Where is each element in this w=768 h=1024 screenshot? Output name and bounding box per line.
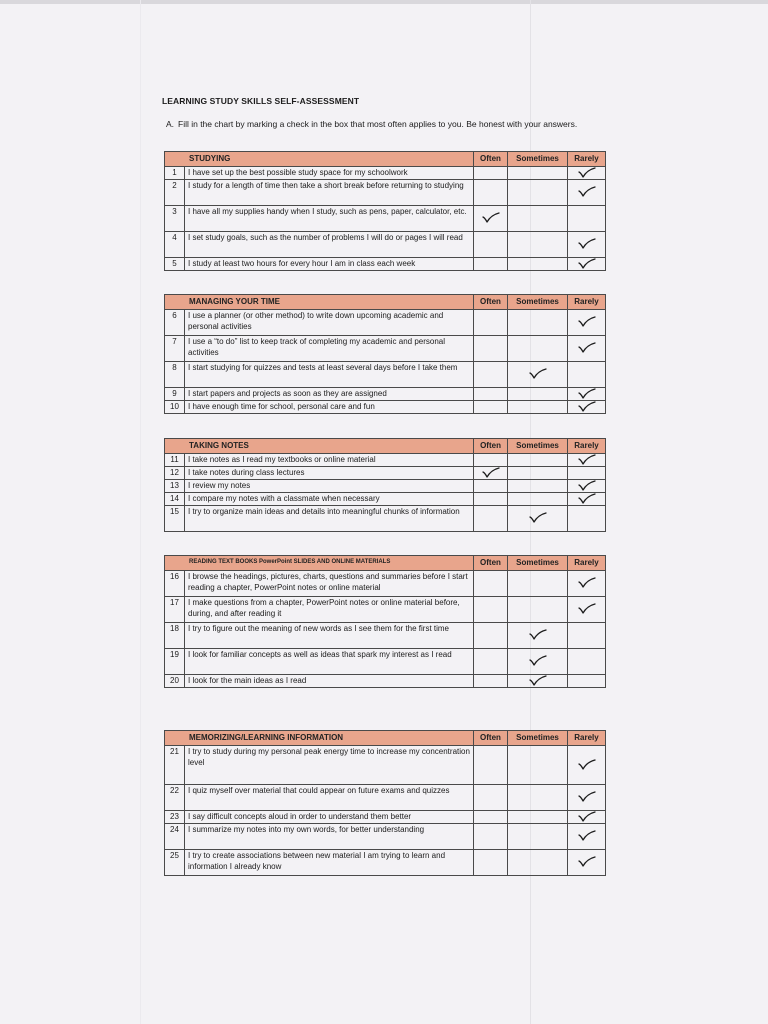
checkbox-rarely[interactable] [568, 810, 606, 823]
checkbox-often[interactable] [474, 570, 508, 596]
checkbox-sometimes[interactable] [508, 810, 568, 823]
checkbox-rarely[interactable] [568, 784, 606, 810]
checkbox-often[interactable] [474, 387, 508, 400]
table-row [165, 205, 606, 231]
table-header-row [165, 439, 606, 454]
checkbox-often[interactable] [474, 205, 508, 231]
table-header-row [165, 556, 606, 571]
item-number: 13 [165, 479, 185, 492]
checkbox-often[interactable] [474, 648, 508, 674]
checkbox-often[interactable] [474, 849, 508, 875]
checkbox-sometimes[interactable] [508, 309, 568, 335]
item-statement: I look for familiar concepts as well as ideas that spark my interest as I read [185, 648, 474, 674]
column-header-sometimes: Sometimes [508, 731, 568, 746]
checkbox-sometimes[interactable] [508, 479, 568, 492]
checkbox-often[interactable] [474, 179, 508, 205]
checkbox-often[interactable] [474, 231, 508, 257]
checkbox-sometimes[interactable] [508, 784, 568, 810]
table-row [165, 479, 606, 492]
check-icon [578, 493, 596, 505]
column-header-sometimes: Sometimes [508, 556, 568, 571]
checkbox-rarely[interactable] [568, 166, 606, 179]
item-statement: I have enough time for school, personal care and fun [185, 400, 474, 413]
checkbox-often[interactable] [474, 479, 508, 492]
checkbox-rarely[interactable] [568, 674, 606, 687]
item-number: 19 [165, 648, 185, 674]
column-header-often: Often [474, 731, 508, 746]
column-header-sometimes: Sometimes [508, 152, 568, 167]
item-statement: I study at least two hours for every hour I am in class each week [185, 257, 474, 270]
checkbox-sometimes[interactable] [508, 648, 568, 674]
item-number: 12 [165, 466, 185, 479]
check-icon [578, 342, 596, 354]
check-icon [578, 258, 596, 270]
item-statement: I set study goals, such as the number of problems I will do or pages I will read [185, 231, 474, 257]
item-statement: I try to create associations between new material I am trying to learn and information I already know [185, 849, 474, 875]
check-icon [578, 811, 596, 823]
item-statement: I summarize my notes into my own words, for better understanding [185, 823, 474, 849]
item-number: 7 [165, 335, 185, 361]
item-statement: I compare my notes with a classmate when necessary [185, 492, 474, 505]
checkbox-rarely[interactable] [568, 387, 606, 400]
checkbox-sometimes[interactable] [508, 166, 568, 179]
checkbox-rarely[interactable] [568, 309, 606, 335]
checkbox-sometimes[interactable] [508, 453, 568, 466]
check-icon [578, 603, 596, 615]
checkbox-sometimes[interactable] [508, 823, 568, 849]
assessment-section [164, 151, 605, 271]
checkbox-often[interactable] [474, 166, 508, 179]
checkbox-often[interactable] [474, 784, 508, 810]
item-statement: I take notes during class lectures [185, 466, 474, 479]
check-icon [529, 629, 547, 641]
item-number: 15 [165, 505, 185, 531]
assessment-table [164, 438, 606, 532]
assessment-section [164, 730, 605, 876]
item-number: 25 [165, 849, 185, 875]
column-header-often: Often [474, 439, 508, 454]
check-icon [578, 480, 596, 492]
table-row [165, 622, 606, 648]
item-statement: I have all my supplies handy when I study, such as pens, paper, calculator, etc. [185, 205, 474, 231]
column-header-often: Often [474, 152, 508, 167]
table-row [165, 810, 606, 823]
check-icon [578, 856, 596, 868]
checkbox-sometimes[interactable] [508, 361, 568, 387]
checkbox-sometimes[interactable] [508, 570, 568, 596]
item-number: 5 [165, 257, 185, 270]
checkbox-rarely[interactable] [568, 570, 606, 596]
table-row [165, 453, 606, 466]
item-statement: I try to study during my personal peak energy time to increase my concentration level [185, 745, 474, 784]
column-header-rarely: Rarely [568, 439, 606, 454]
checkbox-sometimes[interactable] [508, 335, 568, 361]
check-icon [578, 238, 596, 250]
checkbox-rarely[interactable] [568, 179, 606, 205]
item-statement: I have set up the best possible study space for my schoolwork [185, 166, 474, 179]
item-statement: I review my notes [185, 479, 474, 492]
section-title: TAKING NOTES [165, 439, 474, 454]
table-row [165, 309, 606, 335]
item-number: 1 [165, 166, 185, 179]
item-number: 21 [165, 745, 185, 784]
checkbox-rarely[interactable] [568, 466, 606, 479]
item-number: 18 [165, 622, 185, 648]
checkbox-sometimes[interactable] [508, 622, 568, 648]
check-icon [578, 830, 596, 842]
column-header-rarely: Rarely [568, 731, 606, 746]
checkbox-sometimes[interactable] [508, 745, 568, 784]
check-icon [529, 512, 547, 524]
table-row [165, 387, 606, 400]
scan-edge [0, 0, 768, 4]
item-number: 2 [165, 179, 185, 205]
document-title: LEARNING STUDY SKILLS SELF-ASSESSMENT [162, 96, 360, 106]
checkbox-often[interactable] [474, 745, 508, 784]
instruction-letter: A. [166, 119, 175, 129]
checkbox-rarely[interactable] [568, 622, 606, 648]
item-number: 11 [165, 453, 185, 466]
table-header-row [165, 295, 606, 310]
checkbox-rarely[interactable] [568, 479, 606, 492]
checkbox-sometimes[interactable] [508, 205, 568, 231]
checkbox-rarely[interactable] [568, 492, 606, 505]
item-statement: I start papers and projects as soon as they are assigned [185, 387, 474, 400]
section-title: STUDYING [165, 152, 474, 167]
section-title: READING TEXT BOOKS PowerPoint SLIDES AND ONLINE MATERIALS [165, 556, 474, 571]
check-icon [578, 401, 596, 413]
table-row [165, 466, 606, 479]
checkbox-often[interactable] [474, 400, 508, 413]
item-number: 10 [165, 400, 185, 413]
column-header-often: Often [474, 556, 508, 571]
check-icon [529, 655, 547, 667]
assessment-table [164, 730, 606, 876]
table-row [165, 648, 606, 674]
checkbox-sometimes[interactable] [508, 674, 568, 687]
item-statement: I say difficult concepts aloud in order to understand them better [185, 810, 474, 823]
assessment-table [164, 151, 606, 271]
item-number: 24 [165, 823, 185, 849]
assessment-section [164, 555, 605, 688]
table-row [165, 596, 606, 622]
item-number: 3 [165, 205, 185, 231]
checkbox-often[interactable] [474, 810, 508, 823]
check-icon [578, 186, 596, 198]
column-header-sometimes: Sometimes [508, 295, 568, 310]
check-icon [578, 316, 596, 328]
checkbox-often[interactable] [474, 466, 508, 479]
checkbox-often[interactable] [474, 257, 508, 270]
check-icon [482, 212, 500, 224]
table-row [165, 231, 606, 257]
checkbox-often[interactable] [474, 335, 508, 361]
item-statement: I try to figure out the meaning of new words as I see them for the first time [185, 622, 474, 648]
checkbox-sometimes[interactable] [508, 387, 568, 400]
checkbox-rarely[interactable] [568, 648, 606, 674]
assessment-table [164, 294, 606, 414]
table-row [165, 784, 606, 810]
table-header-row [165, 731, 606, 746]
checkbox-rarely[interactable] [568, 745, 606, 784]
checkbox-sometimes[interactable] [508, 231, 568, 257]
checkbox-rarely[interactable] [568, 361, 606, 387]
check-icon [578, 791, 596, 803]
item-statement: I take notes as I read my textbooks or online material [185, 453, 474, 466]
checkbox-sometimes[interactable] [508, 400, 568, 413]
item-statement: I make questions from a chapter, PowerPoint notes or online material before, during, and after reading it [185, 596, 474, 622]
table-row [165, 257, 606, 270]
paper-fold-line [140, 0, 141, 1024]
table-header-row [165, 152, 606, 167]
table-row [165, 823, 606, 849]
table-row [165, 179, 606, 205]
item-statement: I try to organize main ideas and details into meaningful chunks of information [185, 505, 474, 531]
checkbox-rarely[interactable] [568, 400, 606, 413]
check-icon [482, 467, 500, 479]
table-row [165, 674, 606, 687]
checkbox-rarely[interactable] [568, 257, 606, 270]
column-header-rarely: Rarely [568, 152, 606, 167]
column-header-rarely: Rarely [568, 556, 606, 571]
table-row [165, 849, 606, 875]
checkbox-rarely[interactable] [568, 453, 606, 466]
checkbox-sometimes[interactable] [508, 505, 568, 531]
item-statement: I browse the headings, pictures, charts, questions and summaries before I start reading a chapter, PowerPoint notes or online material [185, 570, 474, 596]
item-statement: I start studying for quizzes and tests at least several days before I take them [185, 361, 474, 387]
column-header-often: Often [474, 295, 508, 310]
table-row [165, 335, 606, 361]
item-statement: I use a planner (or other method) to write down upcoming academic and personal activities [185, 309, 474, 335]
item-statement: I study for a length of time then take a short break before returning to studying [185, 179, 474, 205]
checkbox-rarely[interactable] [568, 823, 606, 849]
table-row [165, 361, 606, 387]
check-icon [578, 577, 596, 589]
assessment-table [164, 555, 606, 688]
checkbox-often[interactable] [474, 622, 508, 648]
instruction-text: Fill in the chart by marking a check in the box that most often applies to you. Be honest with your answers. [178, 119, 578, 129]
item-number: 9 [165, 387, 185, 400]
item-number: 4 [165, 231, 185, 257]
checkbox-rarely[interactable] [568, 335, 606, 361]
instruction [166, 117, 598, 131]
item-number: 6 [165, 309, 185, 335]
check-icon [578, 454, 596, 466]
table-row [165, 570, 606, 596]
checkbox-often[interactable] [474, 674, 508, 687]
item-number: 14 [165, 492, 185, 505]
column-header-rarely: Rarely [568, 295, 606, 310]
item-statement: I use a “to do” list to keep track of completing my academic and personal activities [185, 335, 474, 361]
assessment-section [164, 294, 605, 414]
column-header-sometimes: Sometimes [508, 439, 568, 454]
section-title: MEMORIZING/LEARNING INFORMATION [165, 731, 474, 746]
check-icon [529, 368, 547, 380]
check-icon [529, 675, 547, 687]
checkbox-often[interactable] [474, 505, 508, 531]
checkbox-sometimes[interactable] [508, 596, 568, 622]
item-number: 22 [165, 784, 185, 810]
table-row [165, 400, 606, 413]
checkbox-often[interactable] [474, 361, 508, 387]
checkbox-rarely[interactable] [568, 849, 606, 875]
item-number: 17 [165, 596, 185, 622]
table-row [165, 492, 606, 505]
checkbox-rarely[interactable] [568, 205, 606, 231]
checkbox-sometimes[interactable] [508, 179, 568, 205]
checkbox-often[interactable] [474, 309, 508, 335]
table-row [165, 505, 606, 531]
item-number: 8 [165, 361, 185, 387]
section-title: MANAGING YOUR TIME [165, 295, 474, 310]
item-number: 20 [165, 674, 185, 687]
item-number: 16 [165, 570, 185, 596]
check-icon [578, 759, 596, 771]
checkbox-often[interactable] [474, 453, 508, 466]
checkbox-sometimes[interactable] [508, 849, 568, 875]
item-number: 23 [165, 810, 185, 823]
table-row [165, 745, 606, 784]
check-icon [578, 167, 596, 179]
checkbox-often[interactable] [474, 823, 508, 849]
table-row [165, 166, 606, 179]
checkbox-often[interactable] [474, 492, 508, 505]
checkbox-sometimes[interactable] [508, 492, 568, 505]
checkbox-rarely[interactable] [568, 505, 606, 531]
item-statement: I look for the main ideas as I read [185, 674, 474, 687]
checkbox-rarely[interactable] [568, 596, 606, 622]
checkbox-sometimes[interactable] [508, 257, 568, 270]
check-icon [578, 388, 596, 400]
item-statement: I quiz myself over material that could appear on future exams and quizzes [185, 784, 474, 810]
checkbox-often[interactable] [474, 596, 508, 622]
checkbox-rarely[interactable] [568, 231, 606, 257]
checkbox-sometimes[interactable] [508, 466, 568, 479]
assessment-section [164, 438, 605, 532]
